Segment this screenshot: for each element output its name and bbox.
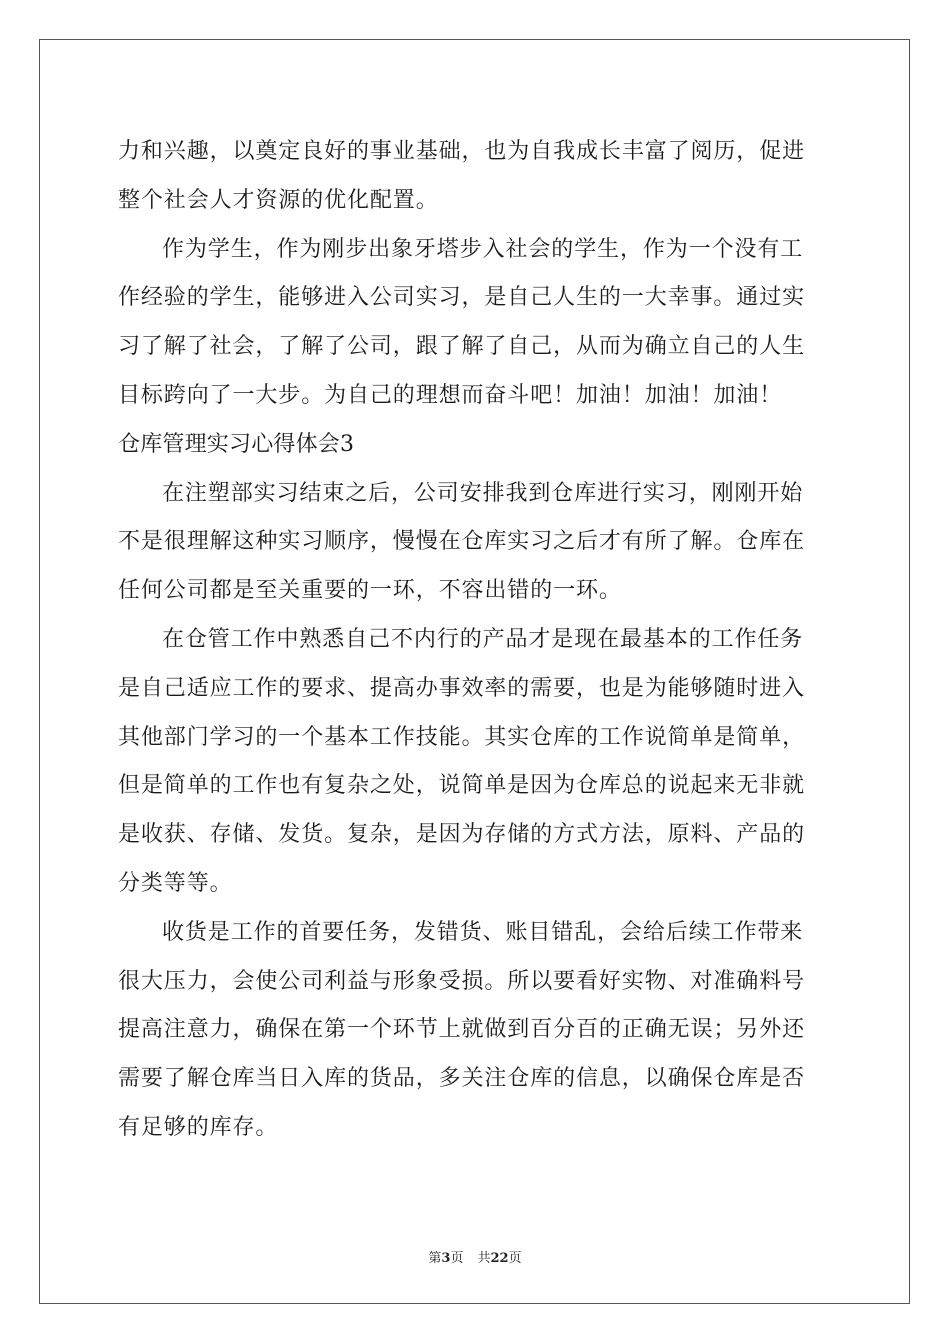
section-heading: 仓库管理实习心得体会3 xyxy=(118,431,355,457)
text-line: 提高注意力，确保在第一个环节上就做到百分百的正确无误；另外还 xyxy=(118,1017,806,1043)
text-line: 其他部门学习的一个基本工作技能。其实仓库的工作说简单是简单， xyxy=(118,724,806,750)
text-line: 很大压力，会使公司利益与形象受损。所以要看好实物、对准确料号 xyxy=(118,968,806,994)
total-prefix: 共 xyxy=(477,1251,491,1266)
total-pages: 22 xyxy=(490,1251,509,1266)
text-line: 在仓管工作中熟悉自己不内行的产品才是现在最基本的工作任务 xyxy=(162,626,804,652)
total-suffix: 页 xyxy=(508,1251,522,1266)
text-line: 力和兴趣，以奠定良好的事业基础，也为自我成长丰富了阅历，促进 xyxy=(118,139,806,164)
text-line: 有足够的库存。 xyxy=(118,1114,279,1140)
text-line: 任何公司都是至关重要的一环，不容出错的一环。 xyxy=(118,578,622,604)
text-line: 需要了解仓库当日入库的货品，多关注仓库的信息，以确保仓库是否 xyxy=(118,1066,806,1092)
text-line: 习了解了社会，了解了公司，跟了解了自己，从而为确立自己的人生 xyxy=(118,334,806,360)
document-body xyxy=(118,128,834,1153)
page-prefix: 第 xyxy=(428,1251,442,1266)
text-line: 作为学生，作为刚步出象牙塔步入社会的学生，作为一个没有工 xyxy=(162,236,804,262)
text-line: 是自己适应工作的要求、提高办事效率的需要，也是为能够随时进入 xyxy=(118,675,806,701)
text-line: 但是简单的工作也有复杂之处，说简单是因为仓库总的说起来无非就 xyxy=(118,773,806,799)
page-number: 3 xyxy=(441,1251,451,1266)
text-line: 在注塑部实习结束之后，公司安排我到仓库进行实习，刚刚开始 xyxy=(162,480,804,506)
text-line: 不是很理解这种实习顺序，慢慢在仓库实习之后才有所了解。仓库在 xyxy=(118,529,806,555)
page-footer xyxy=(0,1247,950,1266)
page-suffix: 页 xyxy=(450,1251,464,1266)
text-line: 整个社会人才资源的优化配置。 xyxy=(118,187,439,213)
text-line: 分类等等。 xyxy=(118,870,233,896)
text-line: 收货是工作的首要任务，发错货、账目错乱，会给后续工作带来 xyxy=(162,919,804,945)
text-line: 目标跨向了一大步。为自己的理想而奋斗吧！加油！加油！加油！ xyxy=(118,382,783,408)
text-line: 是收获、存储、发货。复杂，是因为存储的方式方法，原料、产品的 xyxy=(118,822,806,848)
text-line: 作经验的学生，能够进入公司实习，是自己人生的一大幸事。通过实 xyxy=(118,285,806,311)
